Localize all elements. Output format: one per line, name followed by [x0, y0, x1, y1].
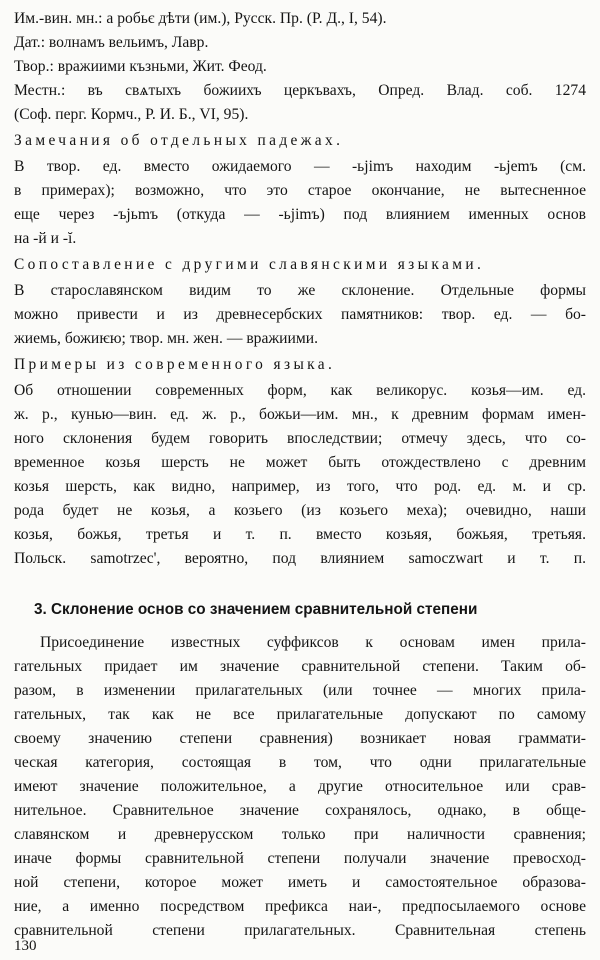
section-heading: Замечания об отдельных падежах. [14, 132, 344, 149]
text-line: иначе формы сравнительной степени получали значение превосход- [14, 850, 586, 867]
text-line: можно привести и из древнесербских памятников: твор. ед. — бо- [14, 306, 586, 323]
text-line: ние, а именно посредством префикса наи-, предпосылаемого основе [14, 898, 586, 915]
text-line: в примерах); возможно, что это старое окончание, не вытесненное [14, 182, 586, 199]
text-line: гательных придает им значение сравнительной степени. Таким об- [14, 658, 586, 675]
text-line: ж. р., кунью—вин. ед. ж. р., божьи—им. мн., к древним формам имен- [14, 406, 586, 423]
text-line: Польск. samotrzec', вероятно, под влиянием samoczwart и т. п. [14, 550, 586, 567]
text-line: нительное. Сравнительное значение сохранялось, однако, в обще- [14, 802, 586, 819]
text-line: (Соф. перг. Кормч., Р. И. Б., VI, 95). [14, 106, 249, 123]
text-line: своему значению степени сравнения) возникает новая граммати- [14, 730, 586, 747]
text-line: ческая категория, состоящая в том, что одни прилагательные [14, 754, 586, 771]
text-line: Об отношении современных форм, как великорус. козья—им. ед. [14, 382, 586, 399]
page-number: 130 [14, 938, 37, 954]
text-line: Дат.: волнамъ вельимъ, Лавр. [14, 34, 209, 51]
text-line: сравнительной степени прилагательных. Сравнительная степень [14, 922, 586, 939]
section-heading: Сопоставление с другими славянскими языками. [14, 256, 485, 273]
text-line: Присоединение известных суффиксов к основам имен прила- [40, 634, 586, 651]
text-line: славянском и древнерусском только при наличности сравнения; [14, 826, 586, 843]
text-line: жиемь, божиѥю; твор. мн. жен. — вражиими. [14, 330, 318, 347]
text-line: разом, в изменении прилагательных (или точнее — многих прила- [14, 682, 586, 699]
text-line: рода будет не козья, а козьего (из козьего меха); очевидно, наши [14, 502, 586, 519]
text-line: В старославянском видим то же склонение. Отдельные формы [14, 282, 586, 299]
text-line: козья шерсть, как видно, например, из того, что род. ед. м. и ср. [14, 478, 586, 495]
text-line: Местн.: въ свѧтыхъ божиихъ церкъвахъ, Опред. Влад. соб. 1274 [14, 82, 586, 99]
chapter-heading: 3. Склонение основ со значением сравнительной степени [34, 601, 478, 618]
text-line: имеют значение положительное, а другие относительное или срав- [14, 778, 586, 795]
text-line: гательных, так как не все прилагательные допускают по самому [14, 706, 586, 723]
text-line: В твор. ед. вместо ожидаемого — -ьjimъ находим -ьjemъ (см. [14, 158, 586, 175]
text-line: еще через -ъjьmъ (откуда — -ьjimъ) под влиянием именных основ [14, 206, 586, 223]
text-line: на -й и -ĭ. [14, 230, 77, 247]
text-line: Твор.: вражиими къзньми, Жит. Феод. [14, 58, 267, 75]
text-line: временное козья шерсть не может быть отождествлено с древним [14, 454, 586, 471]
text-line: козья, божья, третья и т. п. вместо козьяя, божьяя, третьяя. [14, 526, 586, 543]
text-line: Им.-вин. мн.: а робьє дѣти (им.), Русск. Пр. (Р. Д., I, 54). [14, 10, 387, 27]
text-line: ного склонения будем говорить впоследствии; отмечу здесь, что со- [14, 430, 586, 447]
section-heading: Примеры из современного языка. [14, 356, 336, 373]
text-line: ной степени, которое может иметь и самостоятельное образова- [14, 874, 586, 891]
